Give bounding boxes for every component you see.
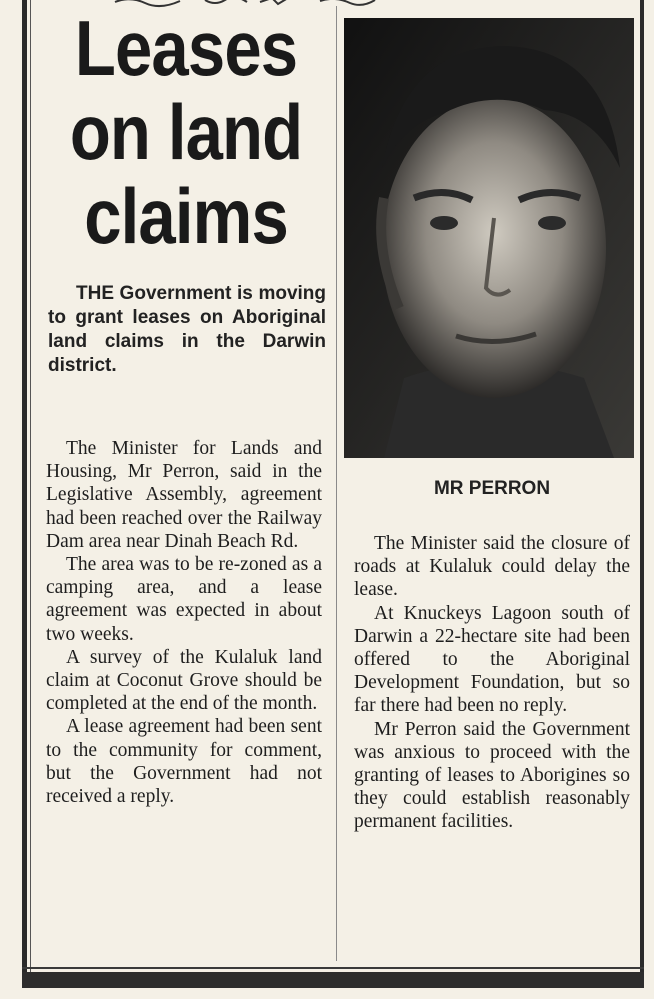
column-rule-right: [640, 0, 644, 972]
body-paragraph: The Minister for Lands and Housing, Mr Perron, said in the Legislative Assembly, agreement had been reached over the Railway Dam area near Dinah Beach Rd.: [46, 438, 322, 552]
body-paragraph: At Knuckeys Lagoon south of Darwin a 22-hectare site had been offered to the Aboriginal Development Foundation, but so far there had been no reply.: [354, 602, 630, 717]
photo-caption: MR PERRON: [433, 478, 551, 499]
body-paragraph: The area was to be re-zoned as a camping area, and a lease agreement was expected in about two weeks.: [46, 554, 322, 645]
column-rule-left-inner: [30, 0, 31, 972]
lead-text: THE Government is moving to grant leases on Aboriginal land claims in the Darwin district.: [48, 283, 326, 376]
body-paragraph: A survey of the Kulaluk land claim at Coconut Grove should be completed at the end of the month.: [46, 646, 322, 715]
headline: Leases on land claims: [69, 4, 303, 260]
portrait-photo: [344, 18, 634, 458]
body-paragraph: A lease agreement had been sent to the community for comment, but the Government had not received a reply.: [46, 716, 322, 808]
body-column-left: [46, 437, 322, 808]
bottom-rule-thin: [22, 967, 644, 969]
column-rule-left: [22, 0, 27, 972]
body-paragraph: Mr Perron said the Government was anxious to proceed with the granting of leases to Aborigines so they could establish reasonably permanent facilities.: [354, 718, 630, 833]
body-column-right: [354, 532, 630, 834]
body-paragraph: The Minister said the closure of roads at Kulaluk could delay the lease.: [354, 533, 630, 601]
column-separator: [336, 6, 337, 961]
portrait-image: [344, 18, 634, 458]
lead-paragraph: [48, 282, 326, 378]
bottom-rule: [22, 972, 644, 988]
